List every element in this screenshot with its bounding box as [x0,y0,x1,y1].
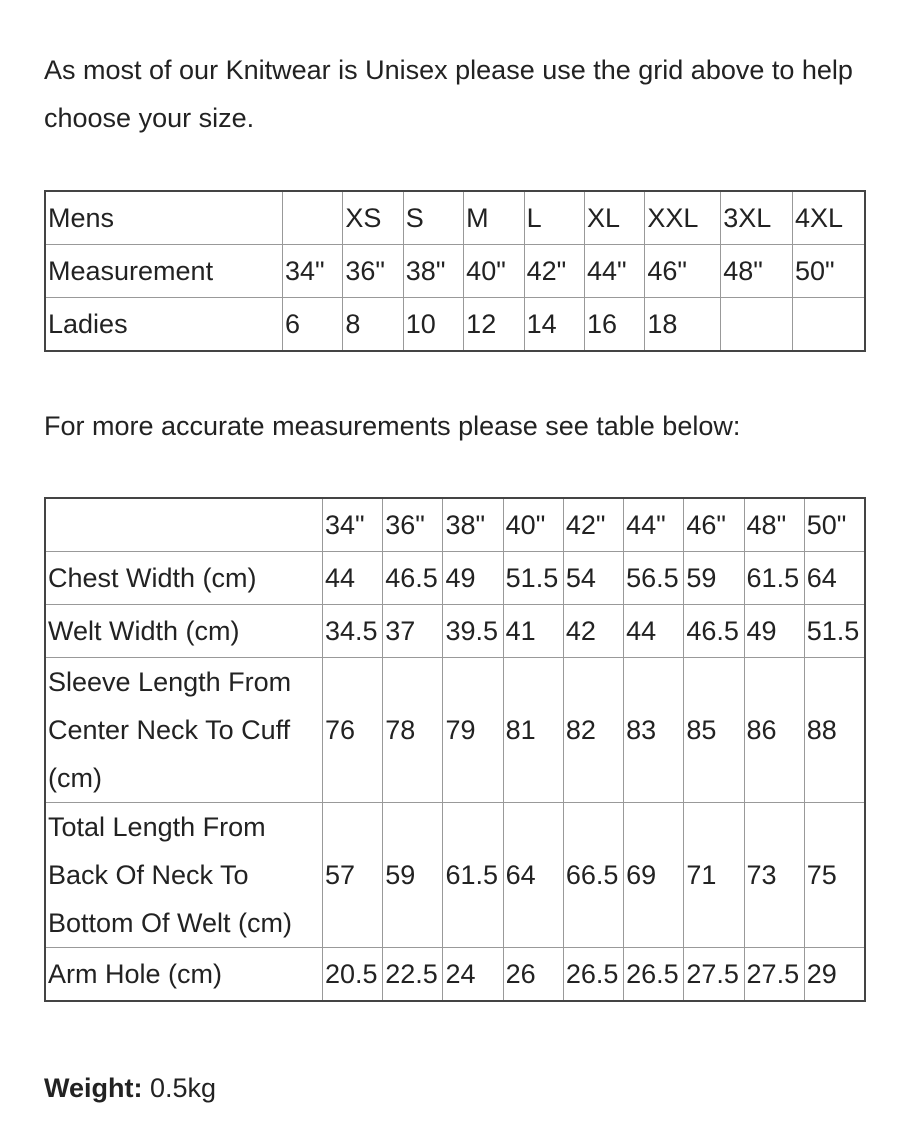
table-cell: XL [584,191,644,245]
table-cell: 61.5 [744,552,804,605]
column-header: 44" [624,498,684,552]
table-cell: 66.5 [563,803,623,948]
table-cell: 44" [584,245,644,298]
table-cell: 81 [503,658,563,803]
table-cell: 57 [323,803,383,948]
column-header: 40" [503,498,563,552]
table-row [45,191,865,245]
row-label: Total Length From Back Of Neck To Bottom Of Welt (cm) [45,803,323,948]
table-cell: 49 [443,552,503,605]
header-empty-cell [45,498,323,552]
table-cell: 51.5 [804,605,865,658]
table-cell: 22.5 [383,948,443,1002]
table-cell: 79 [443,658,503,803]
table-cell: 24 [443,948,503,1002]
table-cell: 12 [464,298,524,352]
table-cell: 26.5 [624,948,684,1002]
table-cell: 59 [684,552,744,605]
table-cell [792,298,865,352]
table-cell: 64 [503,803,563,948]
table-cell: 42" [524,245,584,298]
column-header: 46" [684,498,744,552]
table-cell [721,298,793,352]
table-row [45,298,865,352]
table-cell: 27.5 [684,948,744,1002]
table-row [45,803,865,948]
table-cell: 41 [503,605,563,658]
column-header: 34" [323,498,383,552]
table-cell: XXL [645,191,721,245]
row-label: Chest Width (cm) [45,552,323,605]
table-cell: S [403,191,463,245]
table-header-row [45,498,865,552]
table-cell: 36" [343,245,403,298]
row-label: Mens [45,191,283,245]
table-cell: XS [343,191,403,245]
table-cell: 10 [403,298,463,352]
table-cell: 38" [403,245,463,298]
row-label: Welt Width (cm) [45,605,323,658]
column-header: 42" [563,498,623,552]
size-grid-table [44,190,866,352]
table-cell: 46.5 [684,605,744,658]
table-cell: 78 [383,658,443,803]
table-cell: 71 [684,803,744,948]
table-cell: 46.5 [383,552,443,605]
table-cell: 51.5 [503,552,563,605]
table-cell: 50" [792,245,865,298]
table-cell: 59 [383,803,443,948]
table-cell: 39.5 [443,605,503,658]
table-cell: 82 [563,658,623,803]
table-row [45,552,865,605]
table-cell: 88 [804,658,865,803]
table-cell: 34" [283,245,343,298]
table-cell: 29 [804,948,865,1002]
table-cell: M [464,191,524,245]
table-cell: 20.5 [323,948,383,1002]
table-cell: 44 [624,605,684,658]
table-cell: 40" [464,245,524,298]
table-cell: 46" [645,245,721,298]
table-cell: 3XL [721,191,793,245]
table-cell: 75 [804,803,865,948]
column-header: 36" [383,498,443,552]
weight-value: 0.5kg [142,1073,217,1103]
table-cell [283,191,343,245]
table-cell: 64 [804,552,865,605]
table-cell: L [524,191,584,245]
table-row [45,658,865,803]
table-cell: 26.5 [563,948,623,1002]
table-row [45,245,865,298]
weight-info [44,1066,216,1110]
table-cell: 26 [503,948,563,1002]
table-cell: 49 [744,605,804,658]
table-cell: 42 [563,605,623,658]
weight-label: Weight: [44,1073,143,1103]
table-cell: 14 [524,298,584,352]
table-cell: 37 [383,605,443,658]
row-label: Measurement [45,245,283,298]
table-cell: 86 [744,658,804,803]
table-cell: 54 [563,552,623,605]
table-cell: 48" [721,245,793,298]
table-cell: 73 [744,803,804,948]
table-cell: 83 [624,658,684,803]
table-cell: 6 [283,298,343,352]
row-label: Sleeve Length From Center Neck To Cuff (cm) [45,658,323,803]
measurements-table [44,497,866,1002]
table-cell: 18 [645,298,721,352]
table-cell: 76 [323,658,383,803]
table-cell: 8 [343,298,403,352]
table-row [45,948,865,1002]
table-cell: 56.5 [624,552,684,605]
table-cell: 27.5 [744,948,804,1002]
column-header: 50" [804,498,865,552]
table-cell: 69 [624,803,684,948]
intro-text: As most of our Knitwear is Unisex please use the grid above to help choose your size. [44,55,853,133]
column-header: 38" [443,498,503,552]
table-cell: 85 [684,658,744,803]
row-label: Arm Hole (cm) [45,948,323,1002]
table-cell: 4XL [792,191,865,245]
table-cell: 61.5 [443,803,503,948]
row-label: Ladies [45,298,283,352]
table-cell: 44 [323,552,383,605]
table-cell: 34.5 [323,605,383,658]
table-cell: 16 [584,298,644,352]
table-row [45,605,865,658]
accurate-measurements-text: For more accurate measurements please see table below: [44,411,741,441]
column-header: 48" [744,498,804,552]
